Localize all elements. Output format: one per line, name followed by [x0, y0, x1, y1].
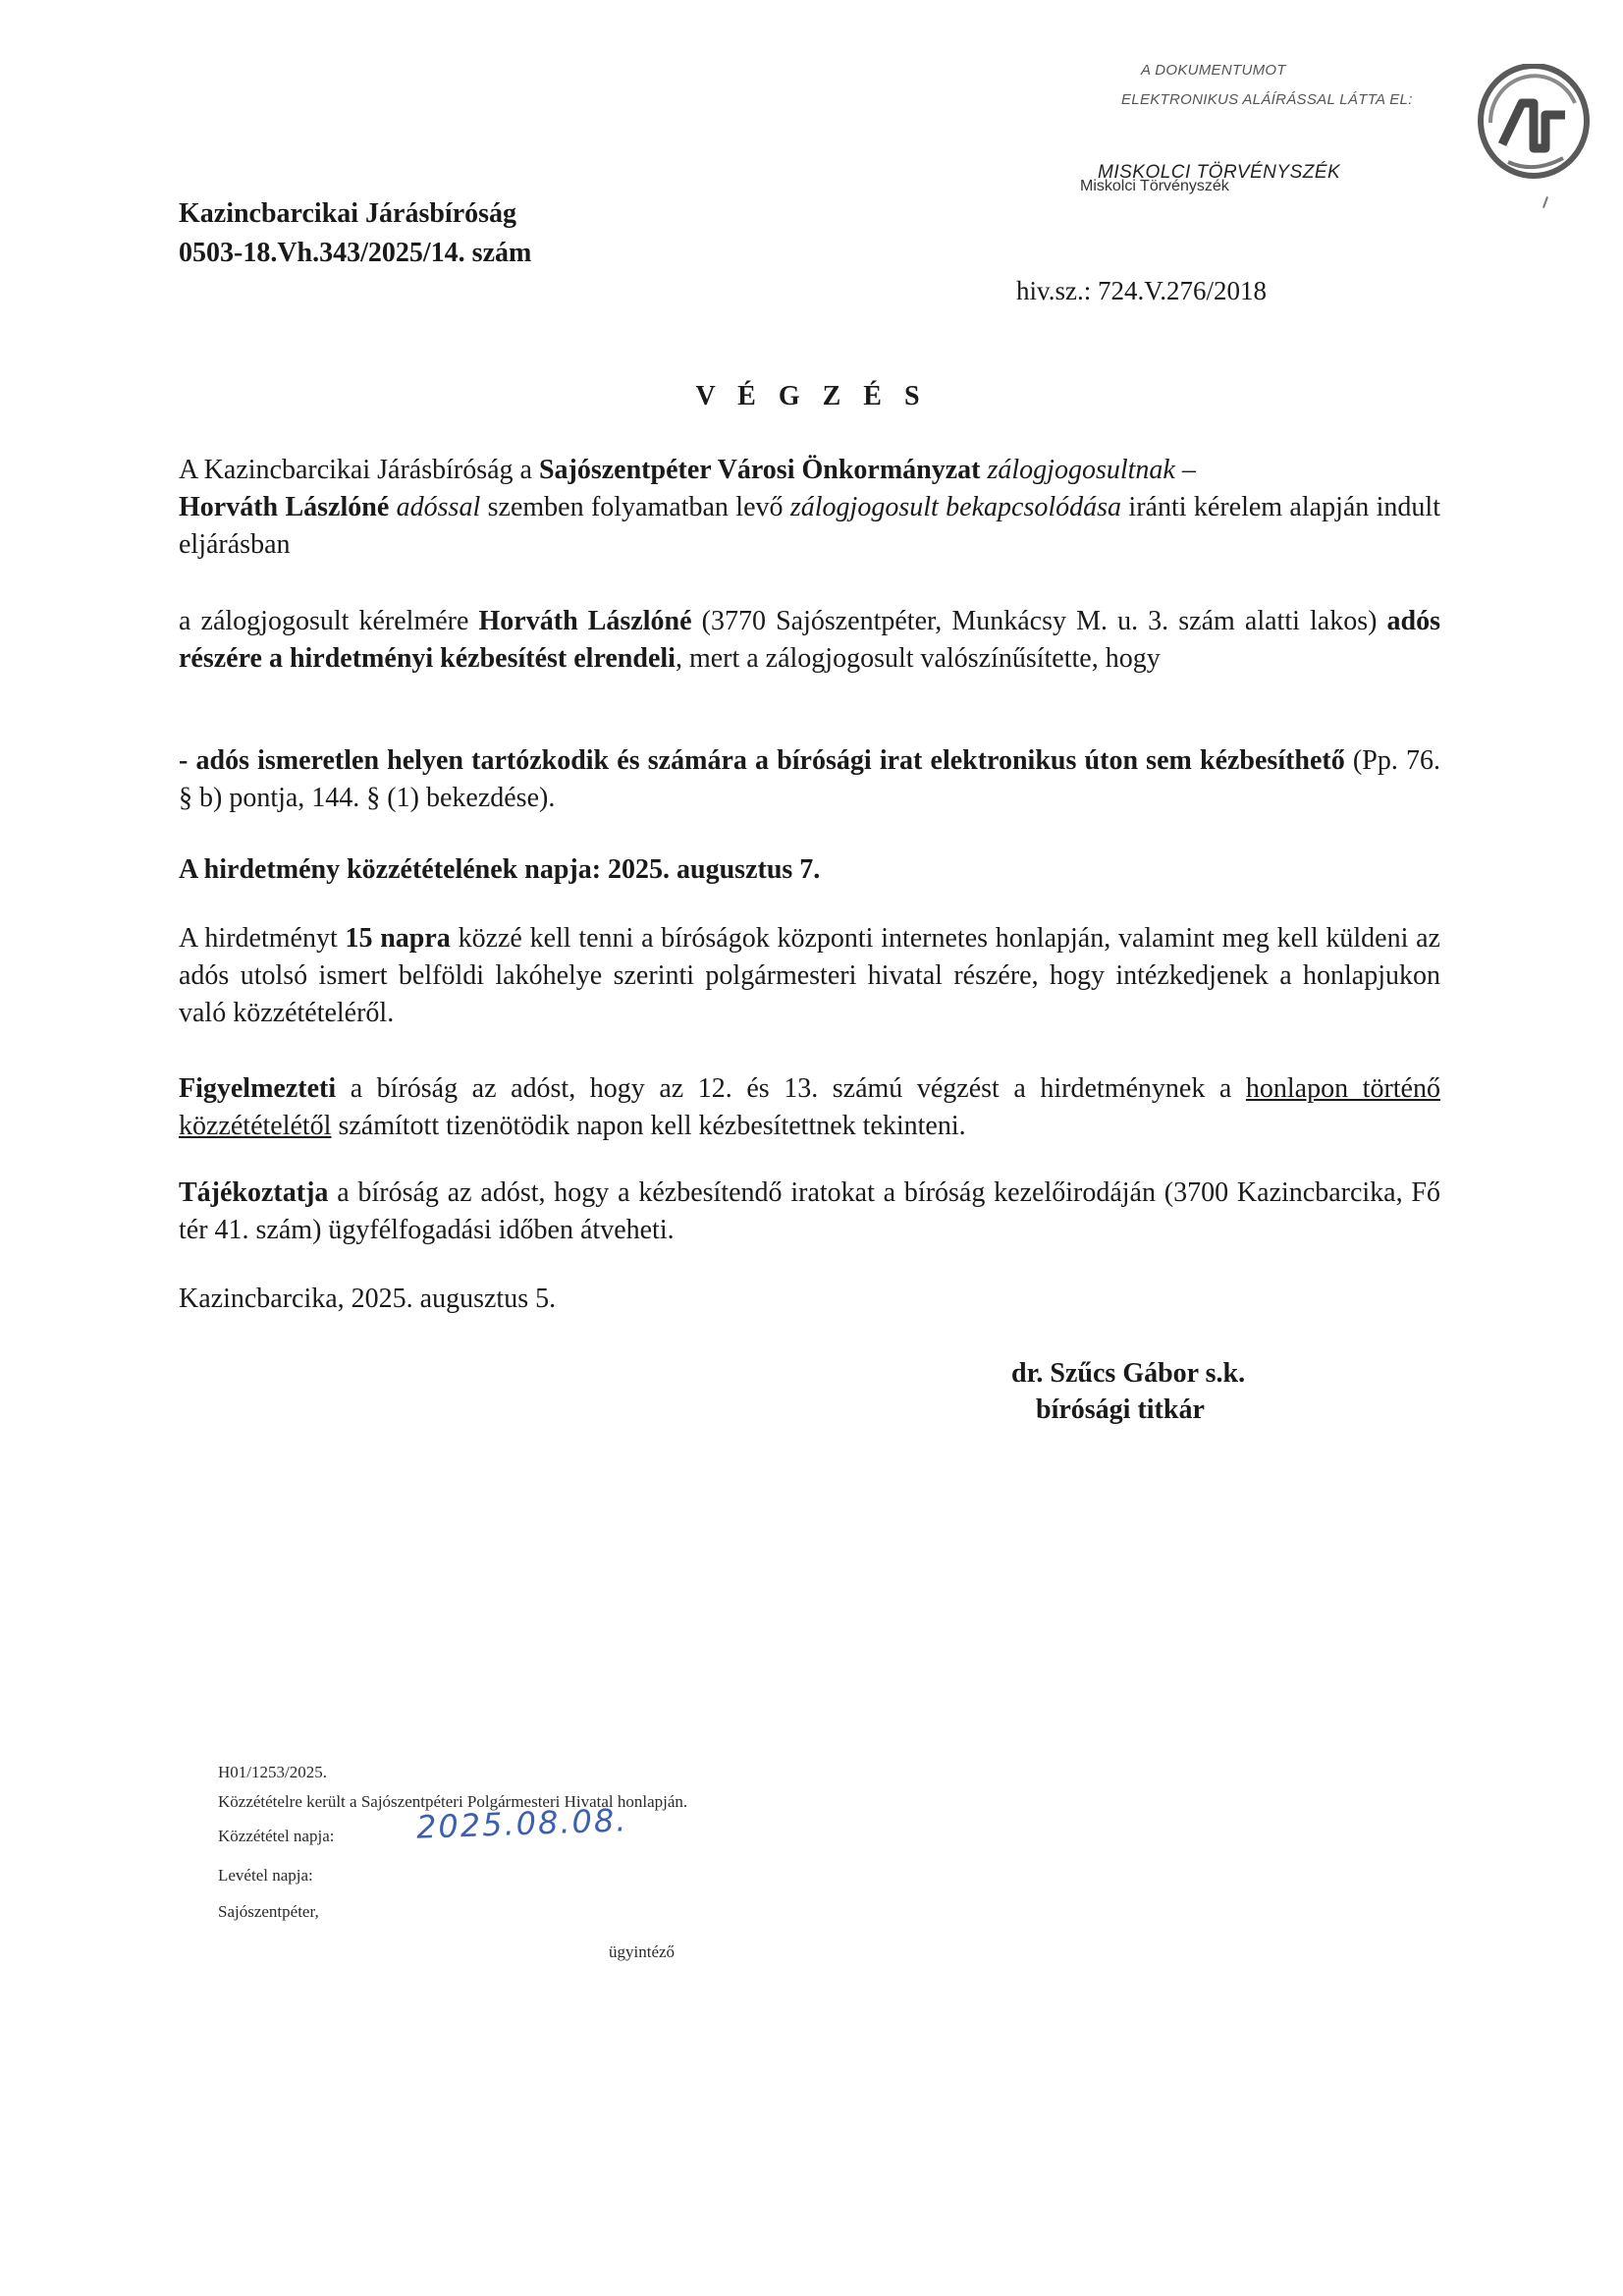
stamp-line-1: A DOKUMENTUMOT — [1141, 62, 1286, 79]
signatory-name: dr. Szűcs Gábor s.k. — [1011, 1358, 1246, 1389]
court-logo-icon — [1473, 64, 1591, 187]
note-reference: H01/1253/2025. — [218, 1763, 327, 1781]
paragraph-order: a zálogjogosult kérelmére Horváth Lászlóné (3770 Sajószentpéter, Munkácsy M. u. 3. szám alatti lakos) adós részére a hirdetményi kézbesítést elrendeli, mert a zálogjogosult valószínűsítette, hogy — [179, 606, 1440, 674]
paragraph-publication: A hirdetményt 15 napra közzé kell tenni a bíróságok központi internetes honlapján, valamint meg kell küldeni az adós utolsó ismert belföldi lakóhelye szerinti polgármesteri hivatal részére, hogy intézkedjenek a honlapjukon való közzétételéről. — [179, 923, 1440, 1028]
paragraph-reason: - adós ismeretlen helyen tartózkodik és számára a bírósági irat elektronikus úton sem kézbesíthető (Pp. 76. § b) pontja, 144. § (1) bekezdése). — [179, 745, 1440, 813]
document-title: V É G Z É S — [695, 381, 928, 411]
note-publication-date-label: Közzététel napja: — [218, 1827, 335, 1845]
note-clerk: ügyintéző — [609, 1942, 676, 1961]
electronic-signature-stamp — [1080, 54, 1610, 231]
stamp-court-subtitle: Miskolci Törvényszék — [1080, 178, 1229, 194]
note-removal-date-label: Levétel napja: — [218, 1866, 313, 1885]
handwritten-publication-date: 2025.08.08. — [415, 1801, 628, 1846]
note-place: Sajószentpéter, — [218, 1902, 319, 1921]
note-published: Közzétételre került a Sajószentpéteri Polgármesteri Hivatal honlapján. — [218, 1792, 688, 1811]
case-number: 0503-18.Vh.343/2025/14. szám — [179, 238, 532, 268]
court-name: Kazincbarcikai Járásbíróság — [179, 198, 517, 229]
paragraph-information: Tájékoztatja a bíróság az adóst, hogy a kézbesítendő iratokat a bíróság kezelőirodáján (3700 Kazincbarcika, Fő tér 41. szám) ügyfélfogadási időben átveheti. — [179, 1177, 1440, 1245]
paragraph-intro: A Kazincbarcikai Járásbíróság a Sajószentpéter Városi Önkormányzat zálogjogosultnak – Horváth Lászlóné adóssal szemben folyamatban levő zálogjogosult bekapcsolódása iránti kérelem alapján indult eljárásban — [179, 455, 1440, 560]
stamp-line-2: ELEKTRONIKUS ALÁÍRÁSSAL LÁTTA EL: — [1121, 91, 1413, 108]
place-and-date: Kazincbarcika, 2025. augusztus 5. — [179, 1284, 557, 1314]
paragraph-warning: Figyelmezteti a bíróság az adóst, hogy az 12. és 13. számú végzést a hirdetménynek a honlapon történő közzétételétől számított tizenötödik napon kell kézbesítettnek tekinteni. — [179, 1073, 1440, 1141]
signatory-title: bírósági titkár — [1036, 1394, 1205, 1425]
stamp-court-name: MISKOLCI TÖRVÉNYSZÉK — [1098, 162, 1341, 183]
publication-date: A hirdetmény közzétételének napja: 2025. augusztus 7. — [179, 854, 821, 885]
reference-number: hiv.sz.: 724.V.276/2018 — [1016, 276, 1268, 305]
